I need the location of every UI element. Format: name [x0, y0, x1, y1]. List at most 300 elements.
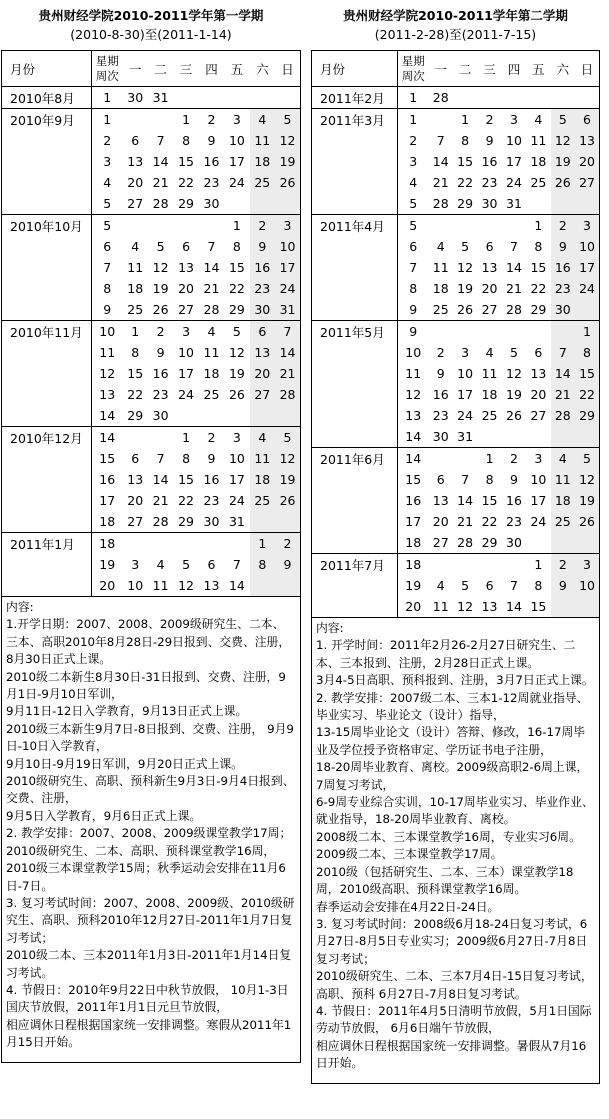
- day-cell: [123, 427, 148, 449]
- day-cell: 19: [551, 151, 575, 172]
- month-label: [2, 511, 92, 533]
- week-number: 1: [92, 109, 123, 131]
- semester-1-notes: [1, 596, 301, 1063]
- day-cell: 13: [127, 154, 144, 169]
- day-cell: 29: [530, 302, 547, 317]
- day-cell: 15: [481, 493, 498, 508]
- day-cell: [250, 87, 275, 109]
- week-row: [2, 363, 301, 384]
- day-cell: [429, 448, 453, 470]
- day-cell: 11: [250, 448, 275, 469]
- day-cell: 30: [203, 514, 220, 529]
- day-cell: [575, 193, 599, 215]
- day-cell: 16: [152, 366, 169, 381]
- day-cell: 2: [199, 427, 224, 449]
- week-number: 1: [398, 87, 429, 109]
- day-cell: 31: [148, 87, 173, 109]
- semester-2-date-range: (2011-2-28)至(2011-7-15): [374, 27, 537, 42]
- month-label: 2010年12月: [2, 427, 92, 449]
- week-number: 3: [103, 154, 112, 169]
- month-label: [312, 426, 398, 448]
- week-row: [2, 533, 301, 555]
- day-cell: 27: [127, 514, 144, 529]
- month-label: [312, 490, 398, 511]
- day-cell: 6: [534, 345, 543, 360]
- week-number: 16: [99, 472, 116, 487]
- day-cell: 7: [461, 472, 470, 487]
- day-cell: 21: [506, 281, 522, 296]
- day-cell: 8: [485, 472, 494, 487]
- day-cell: 16: [203, 472, 220, 487]
- month-label: [312, 257, 398, 278]
- week-number: 19: [405, 578, 422, 593]
- week-row: [2, 575, 301, 596]
- month-label: [2, 575, 92, 596]
- day-cell: [526, 193, 550, 215]
- day-cell: 6: [131, 133, 140, 148]
- day-cell: [250, 511, 275, 533]
- week-row: [312, 448, 600, 470]
- day-cell: 26: [152, 302, 169, 317]
- day-cell: 7: [207, 239, 216, 254]
- month-label: [312, 299, 398, 321]
- day-cell: 22: [575, 384, 599, 405]
- day-cell: [173, 405, 198, 427]
- month-label: [312, 342, 398, 363]
- day-cell: 22: [178, 493, 194, 508]
- notes-line: 1.开学日期：2007、2008、2009级研究生、二本、三本、高职2010年8月28日-29日报到、交费、注册，: [6, 617, 291, 649]
- day-cell: 4: [436, 578, 445, 593]
- week-number: 2: [409, 133, 418, 148]
- day-cell: 10: [178, 345, 194, 360]
- notes-line: 1. 开学时间：2011年2月26-2月27日研究生、二本、三本报到、注册，2月28日正式上课。: [316, 638, 576, 670]
- day-cell: 16: [506, 493, 522, 508]
- day-cell: 17: [575, 257, 599, 278]
- day-cell: 12: [575, 469, 599, 490]
- day-cell: 29: [127, 408, 144, 423]
- month-label: 2010年11月: [2, 321, 92, 343]
- week-row: [312, 490, 600, 511]
- day-cell: 20: [481, 281, 498, 296]
- day-cell: [173, 215, 198, 237]
- day-cell: 29: [178, 196, 194, 211]
- day-cell: 25: [127, 302, 144, 317]
- day-cell: 18: [203, 366, 220, 381]
- week-number: 7: [409, 260, 418, 275]
- day-cell: 3: [526, 448, 550, 470]
- week-number: 14: [398, 448, 429, 470]
- week-row: [312, 426, 600, 448]
- week-row: [2, 193, 301, 215]
- week-number: 9: [398, 321, 429, 343]
- day-cell: [275, 511, 300, 533]
- day-cell: [224, 193, 249, 215]
- month-label: [2, 130, 92, 151]
- day-cell: [123, 109, 148, 131]
- day-cell: [477, 554, 501, 576]
- day-cell: [502, 321, 526, 343]
- day-cell: 1: [526, 554, 550, 576]
- day-cell: 15: [228, 260, 245, 275]
- day-cell: 30: [551, 299, 575, 321]
- day-cell: 7: [510, 239, 518, 254]
- day-cell: 24: [575, 278, 599, 299]
- week-number: 17: [99, 493, 116, 508]
- day-cell: 7: [156, 451, 165, 466]
- day-cell: 28: [506, 302, 522, 317]
- day-cell: 20: [178, 281, 194, 296]
- day-cell: 12: [457, 260, 474, 275]
- day-cell: 1: [224, 215, 249, 237]
- week-row: [2, 321, 301, 343]
- day-cell: 9: [250, 236, 275, 257]
- day-cell: 5: [224, 321, 249, 343]
- month-label: [312, 532, 398, 554]
- day-cell: [575, 596, 599, 617]
- day-cell: 31: [275, 299, 300, 321]
- day-cell: 22: [228, 281, 245, 296]
- day-cell: [275, 405, 300, 427]
- weekday-label: 星期: [401, 53, 425, 68]
- day-cell: 11: [432, 599, 449, 614]
- day-cell: 4: [199, 321, 224, 343]
- day-cell: 15: [127, 366, 144, 381]
- notes-line: 2010级（包括研究生、二本、三本）课堂教学18周，2010级高职、预科课堂教学16周。: [316, 864, 574, 897]
- day-cell: 23: [481, 175, 498, 190]
- day-cell: 8: [250, 554, 275, 575]
- day-cell: 5: [575, 448, 599, 470]
- month-label: [2, 193, 92, 215]
- day-cell: 16: [432, 387, 449, 402]
- day-cell: [453, 87, 477, 109]
- day-cell: 12: [152, 260, 169, 275]
- week-number: 12: [405, 387, 422, 402]
- day-cell: 9: [510, 472, 518, 487]
- day-cell: 30: [123, 87, 148, 109]
- week-row: [312, 342, 600, 363]
- day-cell: 1: [173, 427, 198, 449]
- day-cell: 22: [481, 514, 498, 529]
- day-cell: 27: [575, 172, 599, 193]
- day-cell: 7: [436, 133, 445, 148]
- day-cell: 24: [178, 387, 194, 402]
- day-cell: 7: [232, 557, 241, 572]
- day-cell: 11: [203, 345, 220, 360]
- day-cell: 26: [575, 511, 599, 532]
- day-cell: 9: [207, 133, 216, 148]
- day-cell: 2: [148, 321, 173, 343]
- notes-line: 6-9周专业综合实训，10-17周毕业实习、毕业作业、就业指导，18-20周毕业教育、离校。: [316, 795, 594, 827]
- week-row: [2, 151, 301, 172]
- week-row: [312, 575, 600, 596]
- day-cell: 18: [432, 281, 449, 296]
- week-number: 18: [405, 535, 422, 550]
- day-header: 日: [575, 51, 599, 87]
- notes-line: 2009级二本、三本课堂教学17周。: [316, 847, 503, 862]
- month-label: [2, 299, 92, 321]
- day-cell: [173, 533, 198, 555]
- month-label: 2011年5月: [312, 321, 398, 343]
- month-label: [2, 448, 92, 469]
- day-cell: 28: [152, 196, 169, 211]
- week-row: [312, 321, 600, 343]
- day-cell: 28: [429, 87, 453, 109]
- day-cell: 15: [178, 472, 194, 487]
- day-cell: 21: [551, 384, 575, 405]
- day-cell: 13: [530, 366, 547, 381]
- day-cell: 12: [275, 448, 300, 469]
- week-row: [312, 215, 600, 237]
- notes-line: 2010级二本、三本2011年1月3日-2011年1月14日复习考试。: [6, 948, 292, 980]
- day-cell: 9: [156, 345, 165, 360]
- day-cell: 1: [250, 533, 275, 555]
- day-cell: [551, 193, 575, 215]
- week-row: [312, 193, 600, 215]
- week-row: [2, 469, 301, 490]
- day-cell: 11: [551, 469, 575, 490]
- day-cell: 8: [131, 345, 140, 360]
- day-cell: 13: [481, 260, 498, 275]
- day-cell: [429, 215, 453, 237]
- day-cell: [148, 109, 173, 131]
- day-cell: [526, 532, 550, 554]
- week-number: 6: [103, 239, 112, 254]
- day-cell: 3: [131, 557, 140, 572]
- notes-heading: 内容:: [316, 621, 344, 635]
- day-cell: 25: [551, 511, 575, 532]
- month-label: [312, 151, 398, 172]
- day-cell: 1: [575, 321, 599, 343]
- week-number: 8: [409, 281, 418, 296]
- day-header: 三: [173, 51, 198, 87]
- day-cell: 7: [510, 578, 518, 593]
- week-number: 19: [99, 557, 116, 572]
- day-cell: 26: [551, 172, 575, 193]
- week-number: 1: [92, 87, 123, 109]
- week-header: [92, 51, 123, 87]
- day-cell: 4: [436, 239, 445, 254]
- day-cell: 18: [551, 490, 575, 511]
- day-cell: [275, 575, 300, 596]
- day-cell: 1: [526, 215, 550, 237]
- week-row: [312, 257, 600, 278]
- day-cell: 11: [432, 260, 449, 275]
- notes-line: 9月11日-12日入学教育，9月13日正式上课。: [6, 704, 248, 719]
- notes-line: 4. 节假日：2011年4月5日清明节放假，5月1日国际劳动节放假， 6月6日端午节放假，: [316, 1003, 592, 1036]
- week-number: 11: [99, 345, 116, 360]
- day-cell: 25: [250, 172, 275, 193]
- day-cell: [224, 405, 249, 427]
- week-number: 1: [398, 109, 429, 131]
- day-cell: 29: [457, 196, 474, 211]
- day-header: 一: [123, 51, 148, 87]
- week-row: [312, 511, 600, 532]
- month-label: [312, 363, 398, 384]
- day-cell: 12: [228, 345, 245, 360]
- week-row: [2, 490, 301, 511]
- day-cell: 21: [432, 175, 449, 190]
- day-cell: 23: [203, 175, 220, 190]
- day-cell: 9: [551, 236, 575, 257]
- day-cell: 8: [534, 239, 543, 254]
- semester-1-calendar: [1, 0, 301, 1063]
- day-cell: 19: [275, 469, 300, 490]
- month-label: 2010年9月: [2, 109, 92, 131]
- day-cell: 10: [275, 236, 300, 257]
- day-cell: [453, 215, 477, 237]
- day-cell: 23: [203, 493, 220, 508]
- day-cell: 21: [457, 514, 474, 529]
- day-cell: [575, 299, 599, 321]
- day-cell: 22: [457, 175, 474, 190]
- day-cell: 20: [575, 151, 599, 172]
- day-cell: 6: [485, 578, 494, 593]
- month-header: 月份: [312, 51, 398, 87]
- day-cell: 14: [432, 154, 449, 169]
- day-header: 四: [502, 51, 526, 87]
- day-cell: [173, 87, 198, 109]
- day-cell: 10: [228, 133, 245, 148]
- day-cell: 2: [551, 554, 575, 576]
- day-cell: 3: [224, 427, 249, 449]
- day-header: 日: [275, 51, 300, 87]
- week-row: [2, 427, 301, 449]
- day-cell: 22: [530, 281, 547, 296]
- week-row: [312, 384, 600, 405]
- day-cell: [551, 596, 575, 617]
- day-cell: [575, 426, 599, 448]
- week-row: [2, 342, 301, 363]
- day-cell: 10: [228, 451, 245, 466]
- day-cell: 19: [152, 281, 169, 296]
- day-cell: 9: [485, 133, 494, 148]
- day-cell: [526, 426, 550, 448]
- day-cell: 30: [152, 408, 169, 423]
- day-cell: 16: [250, 257, 275, 278]
- day-cell: [123, 215, 148, 237]
- day-cell: 29: [228, 302, 245, 317]
- week-number: 12: [99, 366, 116, 381]
- day-cell: [429, 109, 453, 131]
- day-cell: 27: [250, 384, 275, 405]
- day-cell: 23: [551, 278, 575, 299]
- semester-1-title: 贵州财经学院2010-2011学年第一学期: [38, 8, 264, 23]
- day-cell: [148, 533, 173, 555]
- day-cell: 14: [551, 363, 575, 384]
- month-label: [2, 278, 92, 299]
- day-cell: 27: [481, 302, 498, 317]
- day-cell: 29: [575, 405, 599, 426]
- day-cell: [275, 193, 300, 215]
- day-cell: 24: [275, 278, 300, 299]
- week-row: [312, 469, 600, 490]
- day-cell: 3: [461, 345, 470, 360]
- day-cell: 26: [228, 387, 245, 402]
- week-number: 5: [92, 215, 123, 237]
- week-row: [312, 109, 600, 131]
- week-row: [2, 511, 301, 533]
- day-cell: 10: [575, 575, 599, 596]
- month-label: [2, 257, 92, 278]
- day-cell: 1: [173, 109, 198, 131]
- day-cell: 14: [152, 154, 169, 169]
- day-cell: 16: [203, 154, 220, 169]
- week-row: [312, 151, 600, 172]
- week-number: 3: [409, 154, 418, 169]
- day-cell: 1: [123, 321, 148, 343]
- week-number: 15: [405, 472, 422, 487]
- day-cell: [148, 427, 173, 449]
- day-cell: 17: [275, 257, 300, 278]
- week-row: [2, 384, 301, 405]
- month-label: [2, 236, 92, 257]
- month-label: [2, 342, 92, 363]
- day-cell: [502, 215, 526, 237]
- month-label: 2011年6月: [312, 448, 398, 470]
- month-label: [2, 151, 92, 172]
- day-header: 六: [551, 51, 575, 87]
- month-label: [312, 469, 398, 490]
- day-cell: 17: [457, 387, 474, 402]
- day-cell: 4: [485, 345, 494, 360]
- day-header: 二: [453, 51, 477, 87]
- day-cell: 4: [156, 557, 165, 572]
- day-header: 二: [148, 51, 173, 87]
- day-cell: 21: [152, 175, 169, 190]
- month-label: [2, 554, 92, 575]
- day-cell: 25: [481, 408, 498, 423]
- day-cell: [275, 87, 300, 109]
- day-cell: 30: [250, 299, 275, 321]
- day-header: 三: [477, 51, 501, 87]
- week-row: [2, 448, 301, 469]
- day-cell: 17: [228, 154, 245, 169]
- day-cell: 24: [228, 175, 245, 190]
- day-cell: 6: [485, 239, 494, 254]
- week-row: [2, 257, 301, 278]
- day-cell: 23: [152, 387, 169, 402]
- week-number: 6: [409, 239, 418, 254]
- day-cell: [148, 215, 173, 237]
- week-number: 5: [103, 196, 112, 211]
- day-cell: 17: [506, 154, 522, 169]
- day-cell: 13: [178, 260, 194, 275]
- week-row: [2, 554, 301, 575]
- day-cell: 6: [250, 321, 275, 343]
- day-cell: 14: [228, 578, 245, 593]
- day-cell: 19: [575, 490, 599, 511]
- month-label: [312, 193, 398, 215]
- day-cell: 9: [207, 451, 216, 466]
- week-row: [2, 236, 301, 257]
- day-cell: [526, 87, 550, 109]
- day-cell: 10: [530, 472, 547, 487]
- day-cell: 2: [502, 448, 526, 470]
- day-cell: 24: [457, 408, 474, 423]
- day-cell: 10: [506, 133, 522, 148]
- day-cell: 27: [178, 302, 194, 317]
- week-number: 14: [99, 408, 116, 423]
- semester-1-table: [1, 50, 301, 596]
- day-cell: 13: [432, 493, 449, 508]
- day-cell: 30: [481, 196, 498, 211]
- day-cell: 2: [199, 109, 224, 131]
- day-cell: 26: [457, 302, 474, 317]
- month-label: [2, 469, 92, 490]
- day-cell: [551, 87, 575, 109]
- day-cell: 20: [250, 363, 275, 384]
- notes-line: 2008级二本、三本课堂教学16周，专业实习6周。: [316, 829, 581, 844]
